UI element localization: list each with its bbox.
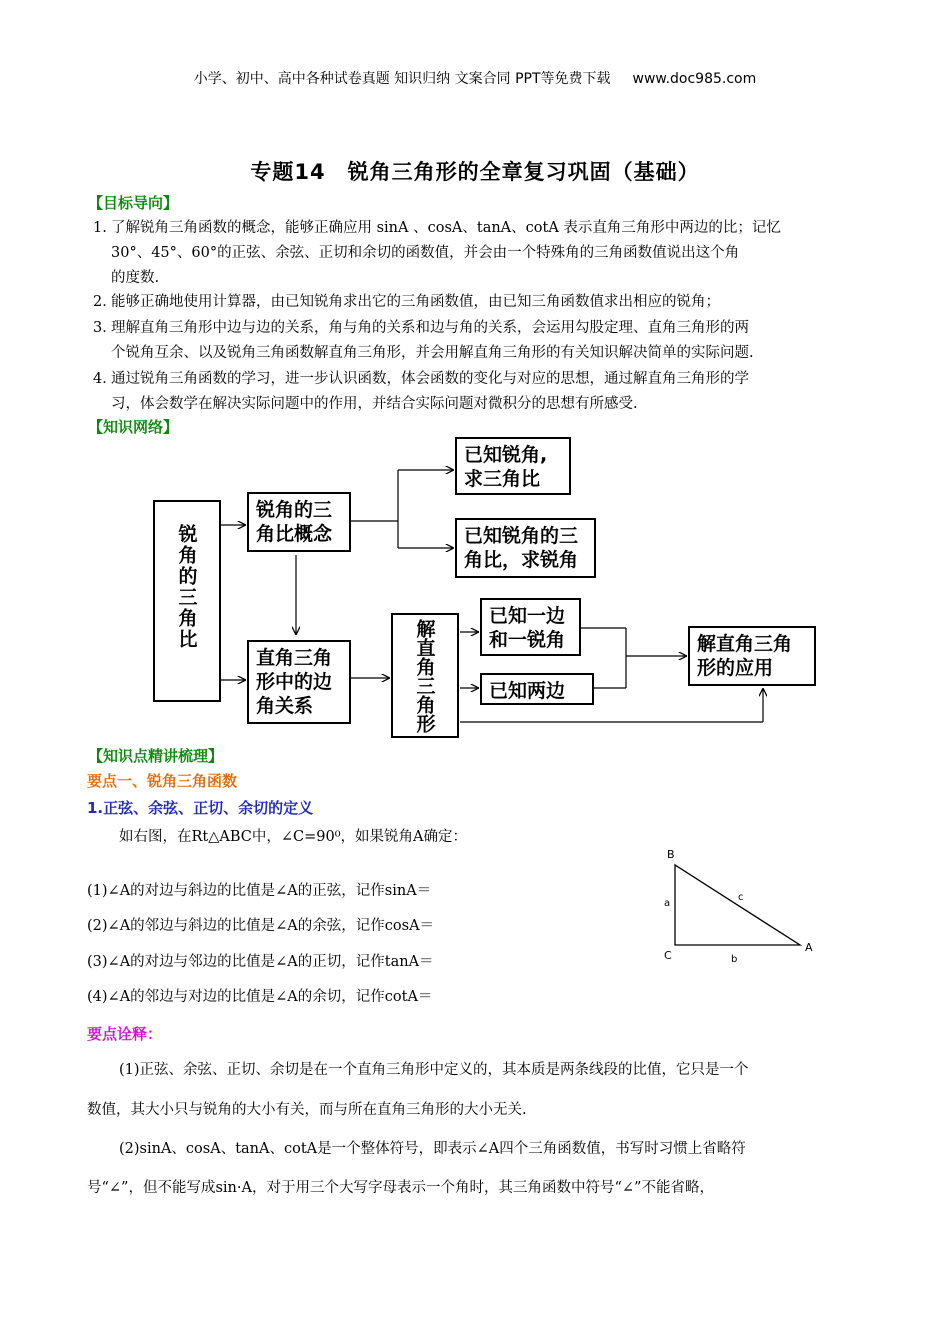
def-sin: (1)∠A的对边与斜边的比值是∠A的正弦，记作sinA＝	[87, 883, 432, 899]
sub1-heading: 1.正弦、余弦、正切、余切的定义	[87, 799, 314, 817]
box-label-line: 和一锐角	[489, 629, 566, 651]
note1-line2: 数值，其大小只与锐角的大小有关，而与所在直角三角形的大小无关.	[87, 1102, 527, 1118]
vertex-A: A	[805, 941, 813, 954]
goal-text-cont: 的度数.	[111, 270, 160, 286]
side-a: a	[664, 898, 671, 909]
goal-text: 理解直角三角形中边与边的关系，角与角的关系和边与角的关系，会运用勾股定理、直角三角形的两	[111, 320, 749, 336]
box-label-line: 求三角比	[464, 468, 541, 490]
box-solve-label: 解直角三角形	[413, 619, 436, 733]
box-known-ratio	[455, 518, 596, 578]
header-url[interactable]: www.doc985.com	[632, 71, 757, 87]
vertex-C: C	[664, 949, 672, 962]
goal-text: 能够正确地使用计算器，由已知锐角求出它的三角函数值，由已知三角函数值求出相应的锐角；	[111, 294, 720, 310]
header-text: 小学、初中、高中各种试卷真题 知识归纳 文案合同 PPT等免费下载	[193, 71, 611, 87]
def-cot: (4)∠A的邻边与对边的比值是∠A的余切，记作cotA＝	[87, 989, 433, 1005]
network-heading: 【知识网络】	[88, 418, 179, 436]
box-relation	[247, 640, 351, 724]
side-b: b	[731, 954, 738, 965]
box-label-line: 形中的边	[256, 671, 333, 693]
goal-number: 3．	[93, 320, 117, 336]
goal-number: 1.	[93, 220, 107, 236]
point1-heading: 要点一、锐角三角函数	[87, 772, 238, 790]
box-label-line: 已知一边	[489, 605, 566, 627]
box-label-line: 直角三角	[256, 647, 333, 669]
goal-text: 通过锐角三角函数的学习，进一步认识函数，体会函数的变化与对应的思想，通过解直角三角形的学	[111, 371, 749, 387]
def-tan: (3)∠A的对边与邻边的比值是∠A的正切，记作tanA＝	[87, 954, 434, 970]
intro-text: 如右图，在Rt△ABC中，∠C=90⁰，如果锐角A确定：	[119, 829, 468, 845]
box-label-line: 已知锐角,	[464, 444, 548, 466]
box-concept	[247, 492, 351, 552]
box-known-angle	[455, 437, 571, 495]
def-cos: (2)∠A的邻边与斜边的比值是∠A的余弦，记作cosA＝	[87, 918, 435, 934]
triangle-figure	[655, 840, 825, 970]
note1-line1: (1)正弦、余弦、正切、余切是在一个直角三角形中定义的，其本质是两条线段的比值，它只是一个	[119, 1062, 749, 1078]
vertex-B: B	[667, 848, 675, 861]
box-label-line: 角比概念	[256, 523, 333, 545]
triangle-shape	[675, 865, 800, 945]
box-label-line: 形的应用	[697, 657, 774, 679]
box-label-line: 角关系	[256, 695, 314, 717]
goal-number: 2．	[93, 294, 117, 310]
goal-text-cont: 30°、45°、60°的正弦、余弦、正切和余切的函数值，并会由一个特殊角的三角函数值说出这个角	[111, 245, 740, 261]
side-c: c	[738, 892, 744, 903]
box-label-line: 已知两边	[489, 680, 566, 702]
box-label-line: 锐角的三	[256, 499, 333, 521]
box-one-side-angle	[480, 598, 581, 656]
box-application	[688, 626, 816, 686]
goal-text: 了解锐角三角函数的概念，能够正确应用 sinA 、cosA、tanA、cotA 表示直角三角形中两边的比；记忆	[111, 220, 781, 236]
box-root-label: 锐角的三角比	[175, 524, 198, 650]
box-label-line: 解直角三角	[697, 633, 793, 655]
notes-heading: 要点诠释：	[87, 1025, 163, 1043]
box-label-line: 已知锐角的三	[464, 525, 579, 547]
goal-text-cont: 习，体会数学在解决实际问题中的作用，并结合实际问题对微积分的思想有所感受.	[111, 396, 638, 412]
box-label-line: 角比，求锐角	[464, 549, 579, 571]
box-two-sides	[480, 673, 594, 705]
box-solve	[391, 613, 459, 738]
goals-heading: 【目标导向】	[88, 194, 179, 212]
page-title: 专题14 锐角三角形的全章复习巩固（基础）	[250, 160, 700, 184]
note2-line1: (2)sinA、cosA、tanA、cotA是一个整体符号，即表示∠A四个三角函数值，书写时习惯上省略符	[119, 1141, 746, 1157]
note2-line2: 号“∠”，但不能写成sin·A，对于用三个大写字母表示一个角时，其三角函数中符号“∠”不能省略，	[87, 1180, 714, 1196]
points-heading: 【知识点精讲梳理】	[88, 747, 224, 765]
goal-number: 4．	[93, 371, 117, 387]
box-root	[153, 500, 221, 702]
goal-text-cont: 个锐角互余、以及锐角三角函数解直角三角形，并会用解直角三角形的有关知识解决简单的实际问题.	[111, 345, 754, 361]
